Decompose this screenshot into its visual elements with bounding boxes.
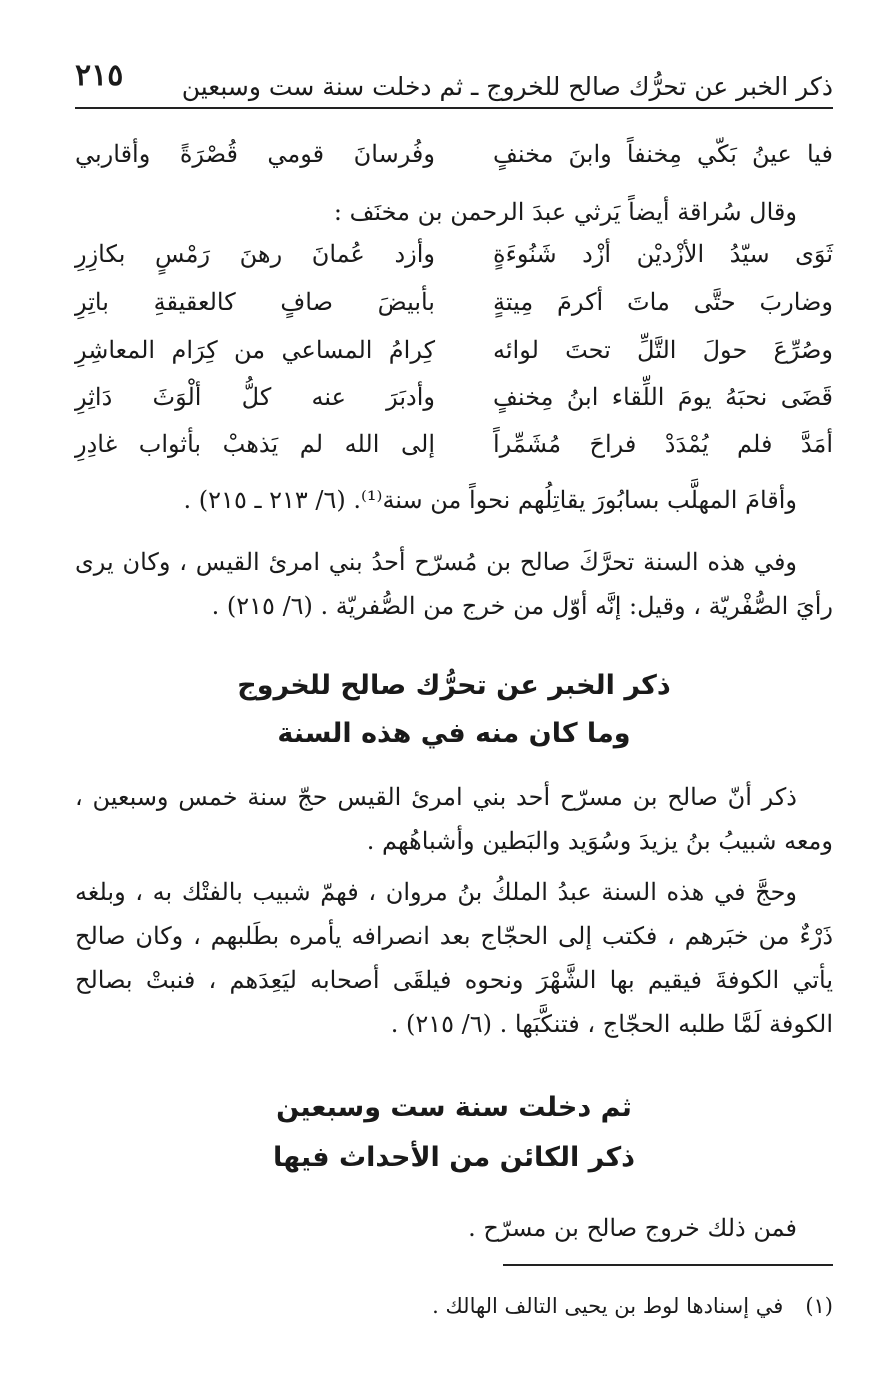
footnote-text: في إسنادها لوط بن يحيى التالف الهالك .: [432, 1294, 784, 1318]
verse-first-hemistich: وصُرِّعَ حولَ التَّلِّ تحتَ لوائه: [493, 336, 833, 364]
verse-line: [75, 240, 833, 284]
intro-paragraph: وقال سُراقة أيضاً يَرثي عبدَ الرحمن بن مخنَف :: [333, 198, 797, 226]
after-verses-paragraph: وأقامَ المهلَّب بسابُورَ يقاتِلُهم نحواً من سنة⁽¹⁾. (٦/ ٢١٣ ـ ٢١٥) .: [183, 486, 797, 514]
saleh-intro-paragraph: وفي هذه السنة تحرَّكَ صالح بن مُسرّح أحدُ بني امرئ القيس ، وكان يرى رأيَ الصُّفْريّة ، وقيل: إنَّه أوّل من خرج من الصُّفريّة . (٦/ ٢١٥) .: [75, 548, 833, 620]
verse-first-hemistich: فيا عينُ بَكّي مِخنفاً وابنَ مخنفٍ: [493, 140, 833, 168]
verse-second-hemistich: وأزد عُمانَ رهنَ رَمْسٍ بكازِرِ: [75, 240, 435, 268]
verse-second-hemistich: وأدبَرَ عنه كلُّ ألْوَثَ دَاثِرِ: [75, 383, 435, 411]
section-subheading: وما كان منه في هذه السنة: [277, 718, 631, 749]
year-heading: ثم دخلت سنة ست وسبعين: [276, 1092, 632, 1123]
verse-second-hemistich: كِرامُ المساعي من كِرَام المعاشِرِ: [75, 336, 435, 364]
verse-first-hemistich: قَضَى نحبَهُ يومَ اللِّقاء ابنُ مِخنفٍ: [493, 383, 833, 411]
verse-first-hemistich: وضاربَ حتَّى ماتَ أكرمَ مِيتةٍ: [493, 288, 833, 316]
footnote-divider: [503, 1264, 833, 1266]
body-paragraph: فمن ذلك خروج صالح بن مسرّح .: [468, 1214, 797, 1242]
verse-second-hemistich: إلى الله لم يَذهبْ بأثواب غادِرِ: [75, 430, 435, 458]
body-paragraph: ذكر أنّ صالح بن مسرّح أحد بني امرئ القيس حجّ سنة خمس وسبعين ، ومعه شبيبُ بنُ يزيدَ وسُوَيد والبَطين وأشباهُهم .: [75, 783, 833, 855]
verse-line: [75, 383, 833, 427]
year-subheading: ذكر الكائن من الأحداث فيها: [272, 1142, 636, 1173]
section-heading: ذكر الخبر عن تحرُّك صالح للخروج: [237, 670, 671, 701]
body-paragraph: وحجَّ في هذه السنة عبدُ الملكُ بنُ مروان ، فهمّ شبيب بالفتْك به ، وبلغه ذَرْءٌ من خبَرهم ، فكتب إلى الحجّاج بعد انصرافه يأمره بطَلبهم ، وكان صالح يأتي الكوفةَ فيقيم بها الشَّهْرَ ونحوه فيلقَى أصحابه ليَعِدَهم ، فنبتْ بصالح الكوفة لَمَّا طلبه الحجّاج ، فتنكَّبَها . (٦/ ٢١٥) .: [75, 878, 833, 1038]
verse-line: [75, 430, 833, 474]
verse-first-hemistich: ثَوَى سيّدُ الأزْديْن أزْد شَنُوءَةٍ: [493, 240, 833, 268]
verse-line: [75, 140, 833, 184]
footnote: [75, 1294, 833, 1318]
verse-first-hemistich: أمَدَّ فلم يُمْدَدْ فراحَ مُشَمِّراً: [493, 430, 833, 458]
running-title: ذكر الخبر عن تحرُّك صالح للخروج ـ ثم دخلت سنة ست وسبعين: [181, 72, 833, 101]
page-number: ٢١٥: [75, 58, 124, 93]
verse-second-hemistich: وفُرسانَ قومي قُصْرَةً وأقاربي: [75, 140, 435, 168]
verse-line: [75, 288, 833, 332]
footnote-number: (١): [805, 1294, 833, 1318]
page-header: [75, 52, 833, 109]
verse-second-hemistich: بأبيضَ صافٍ كالعقيقةِ باتِرِ: [75, 288, 435, 316]
verse-line: [75, 336, 833, 380]
